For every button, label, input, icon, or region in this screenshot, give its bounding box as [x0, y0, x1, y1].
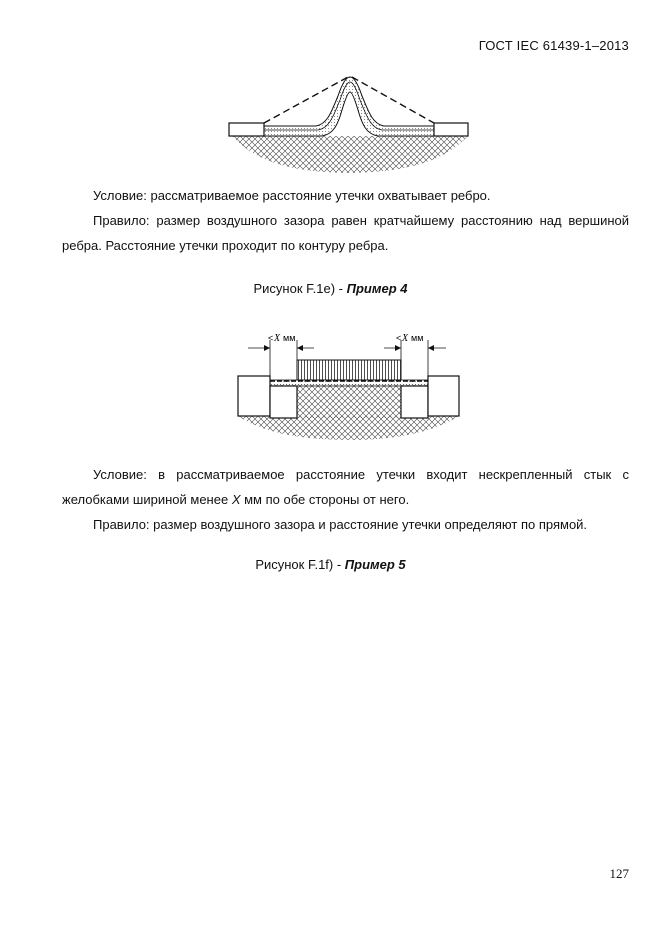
- base-insulation: [232, 136, 468, 173]
- figure-caption-example-5: [0, 557, 661, 572]
- conductor-left-inner: [270, 386, 297, 418]
- example-5-condition: [62, 462, 629, 512]
- rule-line-1: Правило: размер воздушного зазора равен кратчайшему расстоянию над вершиной: [93, 213, 629, 228]
- dim-right-unit: мм: [411, 333, 424, 343]
- example-4-rule: [62, 208, 629, 258]
- example-4-condition: Условие: рассматриваемое расстояние утечки охватывает ребро.: [93, 188, 491, 203]
- figure-example-4: [0, 70, 661, 180]
- barrier-block: [297, 360, 401, 380]
- dim-right-x: X: [402, 333, 409, 344]
- condition-text-a: желобками шириной менее: [62, 492, 232, 507]
- dim-left-lt: <: [268, 333, 274, 343]
- condition-x: X: [231, 492, 241, 507]
- caption-prefix: Рисунок F.1е) -: [253, 281, 347, 296]
- figure-example-5: [0, 326, 661, 446]
- caption-title: Пример 5: [344, 557, 406, 572]
- figure-caption-example-4: [0, 281, 661, 296]
- caption-title: Пример 4: [346, 281, 408, 296]
- rib-coating: [264, 77, 434, 136]
- dim-left-x: X: [274, 333, 281, 344]
- base-insulation: [238, 416, 459, 440]
- page-number: 127: [609, 866, 629, 881]
- example-5-rule: Правило: размер воздушного зазора и расстояние утечки определяют по прямой.: [93, 517, 588, 532]
- condition-line-1: Условие: в рассматриваемое расстояние утечки входит нескрепленный стык с: [93, 467, 629, 482]
- caption-prefix: Рисунок F.1f) -: [255, 557, 345, 572]
- rule-line-2: ребра. Расстояние утечки проходит по контуру ребра.: [62, 238, 389, 253]
- dim-right-lt: <: [396, 333, 402, 343]
- conductor-right-outer: [428, 376, 459, 416]
- conductor-left: [229, 123, 264, 136]
- conductor-right-inner: [401, 386, 428, 418]
- condition-line-2: [62, 487, 629, 512]
- conductor-left-outer: [238, 376, 270, 416]
- dim-left-unit: мм: [283, 333, 296, 343]
- document-header: ГОСТ IEC 61439-1–2013: [478, 38, 629, 53]
- conductor-right: [434, 123, 468, 136]
- condition-text-b: мм по обе стороны от него.: [240, 492, 410, 507]
